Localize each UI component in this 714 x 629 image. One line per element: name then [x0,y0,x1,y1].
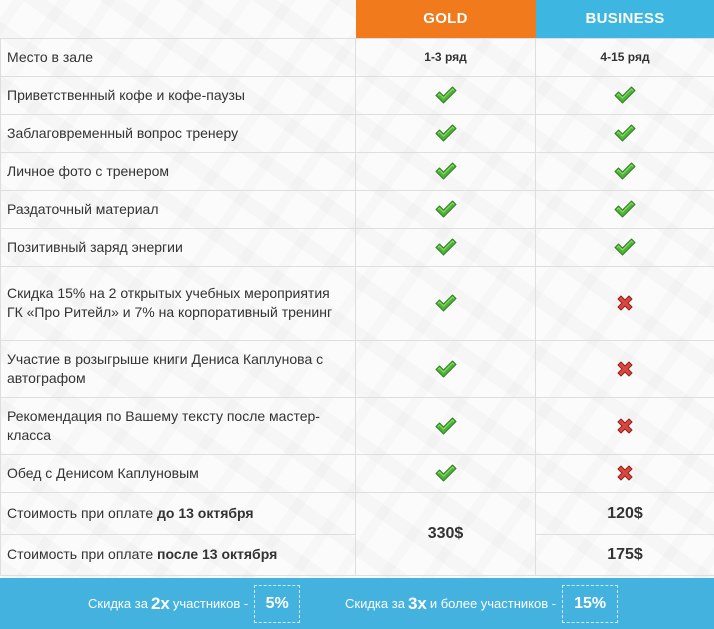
gold-cell [356,190,536,228]
price-label-before-text: Стоимость при оплате [7,504,158,521]
table-row [1,340,714,397]
price-deadline-after: после 13 октября [157,546,278,562]
check-icon [434,123,458,143]
check-icon [434,416,458,436]
cross-icon [613,359,637,379]
promo2-count: 3x [407,593,427,613]
feature-label: Обед с Денисом Каплуновым [1,454,356,492]
check-icon [434,85,458,105]
price-deadline-before: до 13 октября [157,504,254,521]
business-cell [536,190,714,228]
check-icon [434,199,458,219]
check-icon [613,123,637,143]
promo1-suffix: участников - [172,596,249,611]
discount-footer [0,578,714,629]
feature-label: Позитивный заряд энергии [1,228,356,266]
business-cell [536,397,714,454]
table-row [1,190,714,228]
price-label-after [1,534,356,575]
business-cell [536,454,714,492]
business-cell [536,266,714,340]
gold-cell [356,228,536,266]
table-row [1,454,714,492]
feature-label: Место в зале [1,38,356,76]
check-icon [434,293,458,313]
business-price-after: 175$ [536,534,714,575]
feature-label: Скидка 15% на 2 открытых учебных мероприятия ГК «Про Ритейл» и 7% на корпоративный тренинг [1,266,356,340]
check-icon [434,359,458,379]
price-label-after-text: Стоимость при оплате [7,546,158,562]
feature-label: Личное фото с тренером [1,152,356,190]
price-label-before [1,492,356,534]
business-seat-value: 4-15 ряд [536,38,714,76]
gold-price: 330$ [356,492,536,575]
business-cell [536,76,714,114]
check-icon [613,237,637,257]
feature-label: Участие в розыгрыше книги Дениса Каплунова с автографом [1,340,356,397]
table-row [1,228,714,266]
promo-three-participants [345,578,618,629]
business-plan-header: BUSINESS [536,0,714,38]
business-cell [536,152,714,190]
table-row [1,152,714,190]
table-row [1,397,714,454]
feature-label: Заблаговременный вопрос тренеру [1,114,356,152]
cross-icon [613,293,637,313]
promo2-prefix: Скидка за [345,596,405,611]
table-row [1,38,714,76]
gold-cell [356,152,536,190]
gold-cell [356,340,536,397]
cross-icon [613,463,637,483]
gold-cell [356,454,536,492]
promo2-suffix: и более участников - [429,596,557,611]
business-price-before: 120$ [536,492,714,534]
promo1-discount-badge: 5% [254,585,300,623]
business-cell [536,228,714,266]
promo2-discount-badge: 15% [562,585,618,623]
check-icon [613,199,637,219]
table-header-row [1,0,714,38]
table-row [1,76,714,114]
promo1-count: 2x [150,593,170,613]
feature-label: Рекомендация по Вашему тексту после мастер-класса [1,397,356,454]
feature-label: Раздаточный материал [1,190,356,228]
gold-cell [356,397,536,454]
gold-seat-value: 1-3 ряд [356,38,536,76]
promo1-prefix: Скидка за [88,596,148,611]
check-icon [434,463,458,483]
table-row [1,266,714,340]
promo-two-participants [88,578,300,629]
cross-icon [613,416,637,436]
gold-cell [356,266,536,340]
business-cell [536,114,714,152]
check-icon [613,85,637,105]
check-icon [434,237,458,257]
price-row-before [1,492,714,534]
gold-plan-header: GOLD [356,0,536,38]
gold-cell [356,114,536,152]
table-row [1,114,714,152]
gold-cell [356,76,536,114]
check-icon [434,161,458,181]
header-corner [1,0,356,38]
business-cell [536,340,714,397]
feature-label: Приветственный кофе и кофе-паузы [1,76,356,114]
check-icon [613,161,637,181]
